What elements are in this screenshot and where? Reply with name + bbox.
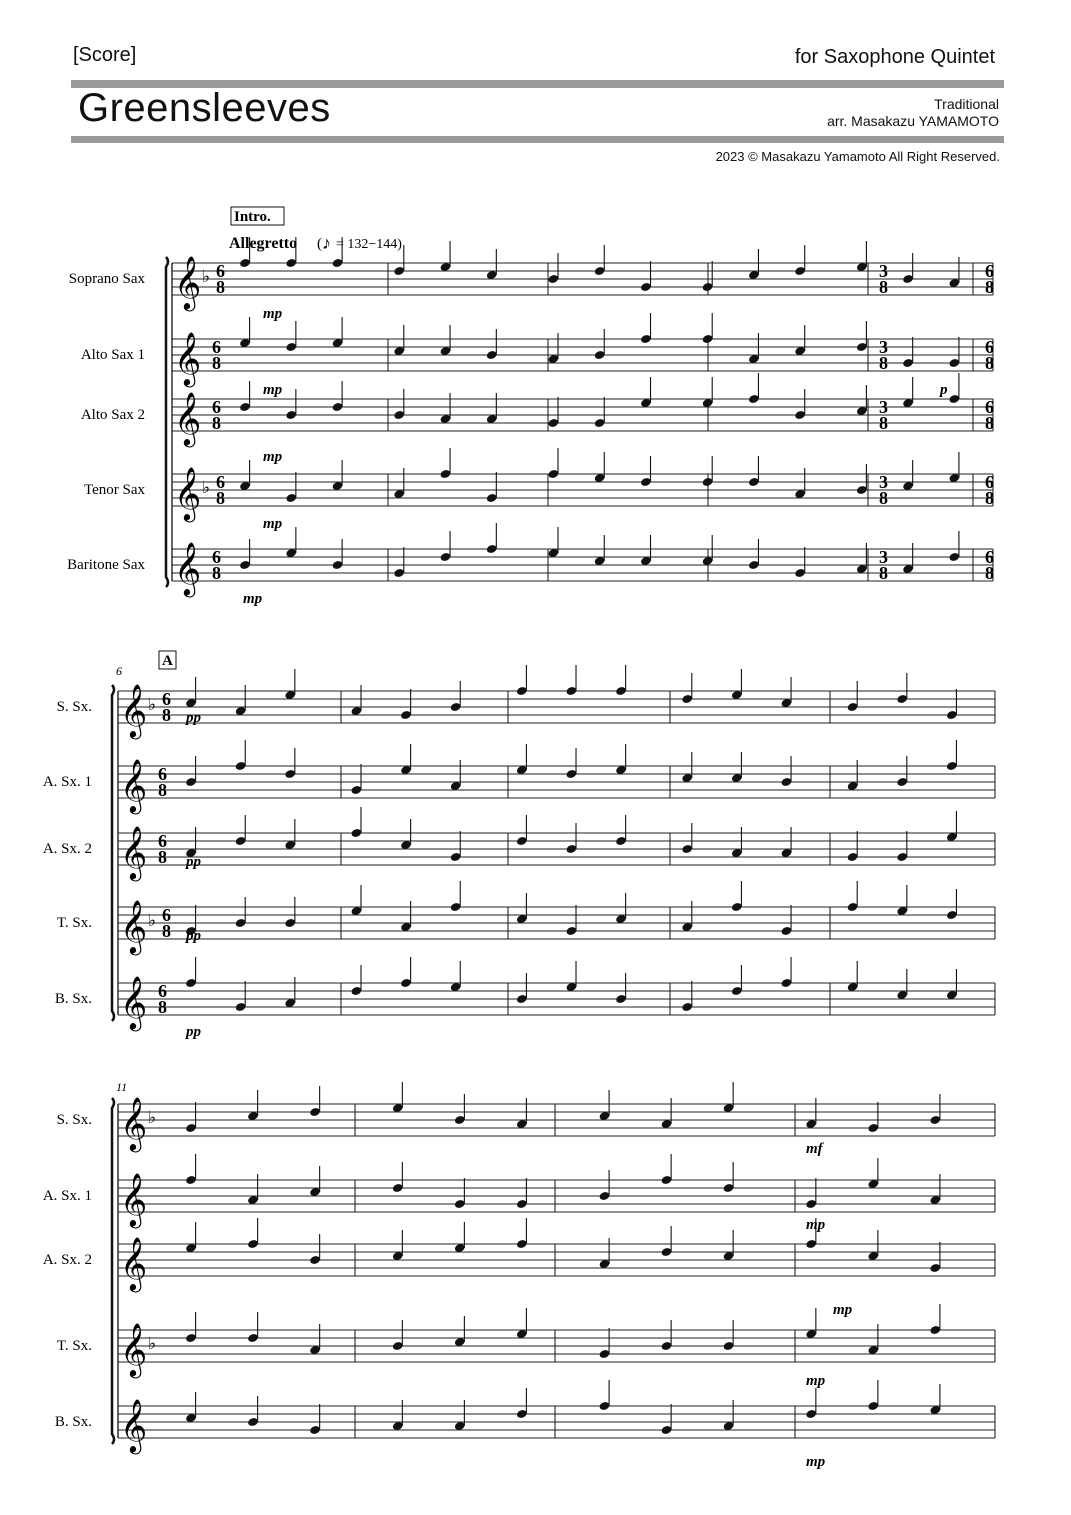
treble-clef-icon: 𝄞 <box>120 975 148 1029</box>
time-signature-num: 3 <box>879 472 888 492</box>
time-signature-num: 6 <box>212 397 221 417</box>
instrument-label: S. Sx. <box>56 699 92 715</box>
time-signature-num: 6 <box>985 261 994 281</box>
time-signature-num: 6 <box>158 831 167 851</box>
staff-1 <box>69 237 994 311</box>
time-signature-den: 8 <box>212 353 221 373</box>
treble-clef-icon: 𝄞 <box>120 1172 148 1226</box>
instrument-label: B. Sx. <box>54 991 92 1007</box>
staff-5 <box>55 957 995 1031</box>
treble-clef-icon: 𝄞 <box>120 758 148 812</box>
dynamic-marking: pp <box>186 1024 201 1040</box>
dynamic-marking: p <box>940 382 948 398</box>
composer-traditional: Traditional <box>934 96 999 112</box>
score-tag: [Score] <box>73 44 137 66</box>
page-title: Greensleeves <box>78 86 331 130</box>
instrument-label: Baritone Sax <box>67 557 145 573</box>
dynamic-marking: mp <box>263 306 283 322</box>
time-signature-num: 6 <box>216 472 225 492</box>
flat-icon: ♭ <box>202 478 211 497</box>
treble-clef-icon: 𝄞 <box>174 466 202 520</box>
time-signature-num: 6 <box>158 981 167 1001</box>
instrument-label: Tenor Sax <box>83 482 145 498</box>
time-signature-num: 6 <box>212 337 221 357</box>
instrument-label: Alto Sax 1 <box>80 347 145 363</box>
system-1 <box>67 237 994 597</box>
time-signature-num: 3 <box>879 547 888 567</box>
dynamic-marking: pp <box>186 710 201 726</box>
dynamic-marking: mp <box>243 591 263 607</box>
time-signature-num: 6 <box>162 689 171 709</box>
treble-clef-icon: 𝄞 <box>120 683 148 737</box>
time-signature-num: 3 <box>879 337 888 357</box>
measure-number-11: 11 <box>116 1080 128 1094</box>
time-signature-den: 8 <box>879 413 888 433</box>
tempo-value: = 132−144) <box>336 237 402 252</box>
staff-1 <box>57 1082 995 1152</box>
dynamic-marking: mp <box>263 382 283 398</box>
flat-icon: ♭ <box>148 1334 157 1353</box>
time-signature-den: 8 <box>158 847 167 867</box>
time-signature-den: 8 <box>879 563 888 583</box>
time-signature-num: 3 <box>879 397 888 417</box>
instrument-label: A. Sx. 2 <box>42 1252 92 1268</box>
rehearsal-intro: Intro. <box>234 209 271 225</box>
time-signature-den: 8 <box>879 488 888 508</box>
staff-2 <box>81 313 994 387</box>
time-signature-num: 6 <box>158 764 167 784</box>
time-signature-den: 8 <box>879 353 888 373</box>
instrument-label: B. Sx. <box>54 1414 92 1430</box>
dynamic-marking: pp <box>186 928 201 944</box>
time-signature-den: 8 <box>162 705 171 725</box>
staff-5 <box>55 1380 995 1454</box>
time-signature-den: 8 <box>879 277 888 297</box>
dynamic-marking: mp <box>263 516 283 532</box>
systems-layer <box>43 237 995 1470</box>
copyright-notice: 2023 © Masakazu Yamamoto All Right Reserved. <box>715 149 1000 164</box>
instrument-label: S. Sx. <box>56 1112 92 1128</box>
tempo-marking: Allegretto <box>229 235 298 252</box>
treble-clef-icon: 𝄞 <box>174 255 202 309</box>
rehearsal-a: A <box>162 653 173 669</box>
dynamic-marking: pp <box>186 854 201 870</box>
time-signature-den: 8 <box>985 488 994 508</box>
time-signature-num: 6 <box>216 261 225 281</box>
system-bracket <box>166 257 168 587</box>
time-signature-den: 8 <box>216 277 225 297</box>
staff-1 <box>57 665 995 739</box>
dynamic-marking: mp <box>806 1373 826 1389</box>
time-signature-num: 6 <box>985 337 994 357</box>
measure-number-6: 6 <box>116 664 122 678</box>
time-signature-den: 8 <box>158 780 167 800</box>
flat-icon: ♭ <box>202 267 211 286</box>
treble-clef-icon: 𝄞 <box>120 899 148 953</box>
staff-4 <box>84 448 994 522</box>
dynamic-marking: mp <box>263 449 283 465</box>
treble-clef-icon: 𝄞 <box>120 1398 148 1452</box>
time-signature-den: 8 <box>158 997 167 1017</box>
ensemble-label: for Saxophone Quintet <box>794 46 995 68</box>
time-signature-num: 3 <box>879 261 888 281</box>
system-bracket <box>112 685 114 1021</box>
tempo-note-icon: ♪ <box>322 233 331 253</box>
staff-3 <box>43 1218 995 1292</box>
dynamic-marking: mp <box>806 1454 826 1470</box>
system-bracket <box>112 1098 114 1444</box>
staff-3 <box>81 373 994 447</box>
instrument-label: A. Sx. 2 <box>42 841 92 857</box>
dynamic-marking: mp <box>806 1217 826 1233</box>
staff-5 <box>67 523 994 597</box>
tempo-paren: ( <box>317 236 322 252</box>
treble-clef-icon: 𝄞 <box>120 1236 148 1290</box>
instrument-label: A. Sx. 1 <box>42 774 92 790</box>
treble-clef-icon: 𝄞 <box>120 825 148 879</box>
instrument-label: Alto Sax 2 <box>80 407 145 423</box>
treble-clef-icon: 𝄞 <box>174 331 202 385</box>
instrument-label: T. Sx. <box>56 915 92 931</box>
dynamic-marking: mf <box>806 1141 823 1157</box>
instrument-label: Soprano Sax <box>68 271 145 287</box>
instrument-label: T. Sx. <box>56 1338 92 1354</box>
flat-icon: ♭ <box>148 911 157 930</box>
time-signature-num: 6 <box>212 547 221 567</box>
time-signature-den: 8 <box>212 563 221 583</box>
time-signature-den: 8 <box>212 413 221 433</box>
time-signature-num: 6 <box>985 472 994 492</box>
time-signature-den: 8 <box>985 413 994 433</box>
treble-clef-icon: 𝄞 <box>120 1322 148 1376</box>
time-signature-den: 8 <box>985 353 994 373</box>
system-3 <box>43 1082 995 1454</box>
flat-icon: ♭ <box>148 1108 157 1127</box>
staff-2 <box>43 1154 995 1228</box>
time-signature-den: 8 <box>985 277 994 297</box>
treble-clef-icon: 𝄞 <box>120 1096 148 1150</box>
staff-2 <box>43 740 995 814</box>
instrument-label: A. Sx. 1 <box>42 1188 92 1204</box>
treble-clef-icon: 𝄞 <box>174 541 202 595</box>
time-signature-num: 6 <box>985 397 994 417</box>
arranger: arr. Masakazu YAMAMOTO <box>827 113 999 129</box>
flat-icon: ♭ <box>148 695 157 714</box>
time-signature-num: 6 <box>985 547 994 567</box>
staff-4 <box>57 1304 995 1378</box>
time-signature-den: 8 <box>985 563 994 583</box>
time-signature-den: 8 <box>162 921 171 941</box>
time-signature-num: 6 <box>162 905 171 925</box>
treble-clef-icon: 𝄞 <box>174 391 202 445</box>
time-signature-den: 8 <box>216 488 225 508</box>
dynamic-marking: mp <box>833 1302 853 1318</box>
